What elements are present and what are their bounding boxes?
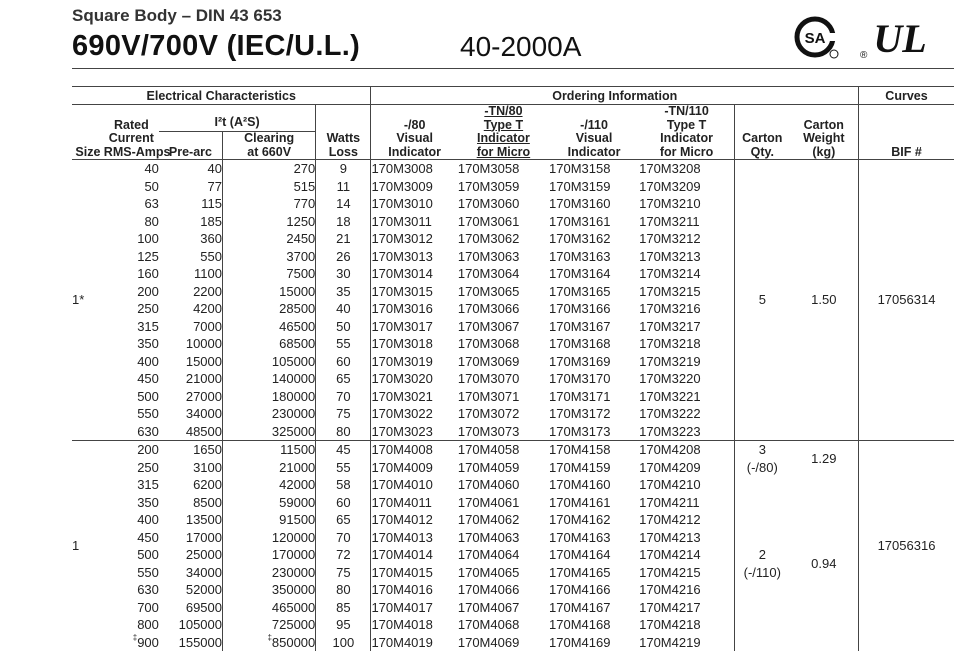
clearing-cell: 21000 <box>223 459 316 477</box>
part-tn110-cell: 170M4211 <box>639 494 700 510</box>
part-110-cell: 170M4165 <box>549 564 611 580</box>
rated-cell: 550 <box>137 406 159 421</box>
watts-cell: 55 <box>316 335 371 353</box>
part-110-cell: 170M3169 <box>549 353 611 369</box>
watts-cell: 35 <box>316 283 371 301</box>
prearc-cell: 48500 <box>185 423 222 439</box>
rated-cell: 450 <box>137 371 159 386</box>
clearing-cell: 230000 <box>223 405 316 423</box>
part-80-cell: 170M4017 <box>371 599 458 617</box>
carton-qty-cell <box>735 441 790 477</box>
watts-cell: 95 <box>316 616 371 634</box>
part-110-cell: 170M4159 <box>549 459 611 475</box>
part-110-cell: 170M4169 <box>549 634 611 650</box>
rated-cell: 80 <box>144 213 159 229</box>
rated-cell: 630 <box>137 423 159 439</box>
watts-cell: 75 <box>316 405 371 423</box>
part-tn110-cell: 170M3210 <box>639 196 701 211</box>
part-80-cell: 170M3011 <box>371 213 458 231</box>
part-110-cell: 170M4167 <box>549 599 611 615</box>
prearc-cell: 185 <box>200 213 222 229</box>
clearing-cell: 515 <box>223 178 316 196</box>
watts-cell: 70 <box>316 529 371 547</box>
part-tn110-cell: 170M4208 <box>639 441 734 459</box>
prearc-cell: 6200 <box>193 477 222 492</box>
part-tn80-cell: 170M3060 <box>457 196 520 211</box>
clearing-cell: 7500 <box>223 265 316 283</box>
part-tn110-cell: 170M4215 <box>639 564 701 580</box>
prearc-cell: 8500 <box>193 494 222 510</box>
size-cell: 1 <box>72 441 104 652</box>
part-110-cell: 170M4162 <box>549 512 611 527</box>
rated-cell: 350 <box>137 336 159 351</box>
col-prearc: Pre-arc <box>159 132 223 160</box>
watts-cell: 58 <box>316 476 371 494</box>
part-tn110-cell: 170M3213 <box>639 248 701 264</box>
part-tn110-cell: 170M3214 <box>639 266 701 281</box>
part-tn80-cell: 170M3069 <box>457 353 520 369</box>
watts-cell: 65 <box>316 370 371 388</box>
rated-cell: 350 <box>137 494 159 510</box>
part-tn80-cell: 170M3067 <box>457 318 520 334</box>
part-tn80-cell: 170M4060 <box>457 477 520 492</box>
clearing-cell: 230000 <box>223 564 316 582</box>
part-tn110-cell: 170M4213 <box>639 529 701 545</box>
part-tn110-cell: 170M4216 <box>639 582 701 597</box>
watts-cell: 65 <box>316 511 371 529</box>
part-110-cell: 170M4163 <box>549 529 611 545</box>
carton-weight-cell: 1.29 <box>790 441 859 477</box>
part-110-cell: 170M3158 <box>549 160 639 178</box>
part-tn80-cell: 170M3071 <box>457 388 520 404</box>
prearc-cell: 52000 <box>185 582 222 597</box>
part-80-cell: 170M3019 <box>371 353 458 371</box>
table-row <box>72 441 954 459</box>
part-80-cell: 170M4011 <box>371 494 458 512</box>
part-110-cell: 170M3161 <box>549 213 611 229</box>
group-electrical: Electrical Characteristics <box>72 87 371 105</box>
prearc-cell: 25000 <box>185 547 222 562</box>
rated-cell: 700 <box>137 599 159 615</box>
col-watts-loss: Watts Loss <box>316 105 371 160</box>
part-tn80-cell: 170M3061 <box>457 213 520 229</box>
prearc-cell: 115 <box>201 196 222 211</box>
part-110-cell: 170M3171 <box>549 388 611 404</box>
carton-qty-value: 2 <box>758 547 766 562</box>
clearing-cell: 46500 <box>223 318 316 336</box>
part-tn80-cell: 170M3064 <box>457 266 520 281</box>
clearing-cell: 270 <box>223 160 316 178</box>
prearc-cell: 155000 <box>178 634 222 650</box>
rated-cell: 250 <box>137 459 159 475</box>
size-1-star-group <box>72 160 954 441</box>
clearing-cell <box>223 634 316 652</box>
part-tn80-cell: 170M4064 <box>457 547 520 562</box>
part-110-cell: 170M4160 <box>549 477 611 492</box>
prearc-cell: 10000 <box>185 336 222 351</box>
part-80-cell: 170M3010 <box>371 195 458 213</box>
part-80-cell: 170M4019 <box>371 634 458 652</box>
size-cell: 1* <box>72 160 104 441</box>
part-tn80-cell: 170M4062 <box>457 512 520 527</box>
col-80-visual: -/80 Visual Indicator <box>371 105 458 160</box>
clearing-cell: 725000 <box>223 616 316 634</box>
clearing-cell: 3700 <box>223 248 316 266</box>
part-tn80-cell: 170M3073 <box>457 423 520 439</box>
part-tn110-cell: 170M4218 <box>639 617 701 632</box>
col-clearing: Clearing at 660V <box>223 132 316 160</box>
part-110-cell: 170M3173 <box>549 423 611 439</box>
prearc-cell: 21000 <box>185 371 222 386</box>
part-tn80-cell: 170M3065 <box>457 283 520 299</box>
registered-mark: ® <box>860 50 868 60</box>
part-110-cell: 170M3165 <box>549 283 611 299</box>
part-80-cell: 170M3015 <box>371 283 458 301</box>
part-80-cell: 170M4008 <box>371 441 458 459</box>
part-tn80-cell: 170M4067 <box>457 599 520 615</box>
part-80-cell: 170M4010 <box>371 476 458 494</box>
bif-cell: 17056316 <box>859 441 955 652</box>
rated-cell: 800 <box>137 617 159 632</box>
part-tn80-cell: 170M3058 <box>458 160 549 178</box>
part-110-cell: 170M3162 <box>549 231 611 246</box>
prearc-cell: 13500 <box>185 512 222 527</box>
rated-value: 900 <box>137 634 159 650</box>
part-tn80-cell: 170M4058 <box>458 441 549 459</box>
ul-logo-text: UL <box>873 16 927 60</box>
watts-cell: 55 <box>316 459 371 477</box>
part-80-cell: 170M3022 <box>371 405 458 423</box>
col-carton-weight: Carton Weight (kg) <box>790 105 859 160</box>
part-tn80-cell: 170M4065 <box>457 564 520 580</box>
part-tn110-cell: 170M3220 <box>639 371 701 386</box>
clearing-cell: 120000 <box>223 529 316 547</box>
rated-cell: 160 <box>137 266 159 281</box>
part-tn110-cell: 170M3217 <box>639 318 701 334</box>
part-110-cell: 170M4164 <box>549 547 611 562</box>
watts-cell: 70 <box>316 388 371 406</box>
part-80-cell: 170M4009 <box>371 459 458 477</box>
col-tn110-micro: -TN/110 Type T Indicator for Micro <box>639 105 734 160</box>
clearing-cell: 68500 <box>223 335 316 353</box>
part-80-cell: 170M3018 <box>371 335 458 353</box>
part-110-cell: 170M3166 <box>549 301 611 316</box>
watts-cell: 50 <box>316 318 371 336</box>
part-tn80-cell: 170M4068 <box>457 617 520 632</box>
voltage-title: 690V/700V (IEC/U.L.) <box>72 30 361 62</box>
group-curves: Curves <box>859 87 955 105</box>
group-header-row <box>72 87 954 105</box>
column-header-row <box>72 105 954 132</box>
part-tn110-cell: 170M4217 <box>639 599 701 615</box>
rated-cell: 100 <box>137 231 159 246</box>
part-tn80-cell: 170M3063 <box>457 248 520 264</box>
part-tn110-cell: 170M3219 <box>639 353 701 369</box>
part-80-cell: 170M4018 <box>371 616 458 634</box>
part-tn110-cell: 170M3223 <box>639 423 701 439</box>
col-110-visual: -/110 Visual Indicator <box>549 105 639 160</box>
part-tn80-cell: 170M4069 <box>457 634 520 650</box>
rated-cell <box>104 634 159 652</box>
rated-cell: 125 <box>137 248 159 264</box>
watts-cell: 45 <box>316 441 371 459</box>
prearc-cell: 105000 <box>178 617 222 632</box>
part-tn110-cell: 170M4219 <box>639 634 701 650</box>
part-tn110-cell: 170M4209 <box>639 459 701 475</box>
watts-cell: 80 <box>316 423 371 441</box>
part-110-cell: 170M3163 <box>549 248 611 264</box>
table-row <box>72 160 954 178</box>
carton-weight-cell: 1.50 <box>790 160 859 441</box>
amperage-range: 40-2000A <box>460 31 582 62</box>
carton-qty-value: 3 <box>758 442 766 457</box>
rated-cell: 40 <box>104 160 159 178</box>
prearc-cell: 2200 <box>193 283 222 299</box>
part-80-cell: 170M3021 <box>371 388 458 406</box>
clearing-cell: 59000 <box>223 494 316 512</box>
footnote-mark: ‡ <box>267 632 272 642</box>
ul-logo-icon <box>856 14 932 60</box>
part-tn110-cell: 170M3212 <box>639 231 701 246</box>
clearing-cell: 1250 <box>223 213 316 231</box>
part-tn80-cell: 170M4059 <box>457 459 520 475</box>
part-80-cell: 170M3014 <box>371 265 458 283</box>
rated-cell: 200 <box>104 441 159 459</box>
part-tn110-cell: 170M4214 <box>639 547 701 562</box>
rated-cell: 500 <box>137 388 159 404</box>
part-110-cell: 170M4158 <box>549 441 639 459</box>
csa-logo-text: SA <box>804 30 826 47</box>
rated-cell: 450 <box>137 529 159 545</box>
fuse-spec-table <box>72 86 954 651</box>
part-tn110-cell: 170M3211 <box>639 213 700 229</box>
part-110-cell: 170M3170 <box>549 371 611 386</box>
part-tn110-cell: 170M3218 <box>639 336 701 351</box>
prearc-cell: 69500 <box>185 599 222 615</box>
clearing-cell: 770 <box>223 195 316 213</box>
part-110-cell: 170M3172 <box>549 406 611 421</box>
part-tn110-cell: 170M3208 <box>639 160 734 178</box>
part-110-cell: 170M3164 <box>549 266 611 281</box>
col-i2t: I²t (A²S) <box>159 105 316 132</box>
prearc-cell: 40 <box>159 160 223 178</box>
watts-cell: 21 <box>316 230 371 248</box>
part-tn110-cell: 170M4210 <box>639 477 701 492</box>
prearc-cell: 77 <box>207 178 222 194</box>
part-110-cell: 170M3167 <box>549 318 611 334</box>
footnote-mark: ‡ <box>132 632 138 642</box>
prearc-cell: 360 <box>200 231 222 246</box>
csa-logo-icon <box>794 14 840 60</box>
part-tn80-cell: 170M3068 <box>457 336 520 351</box>
rated-cell: 250 <box>137 301 159 316</box>
col-carton-qty: Carton Qty. <box>735 105 790 160</box>
part-110-cell: 170M3160 <box>549 196 611 211</box>
watts-cell: 60 <box>316 494 371 512</box>
clearing-cell: 15000 <box>223 283 316 301</box>
watts-cell: 85 <box>316 599 371 617</box>
rated-cell: 50 <box>144 178 159 194</box>
part-tn80-cell: 170M3070 <box>457 371 520 386</box>
rated-cell: 315 <box>137 318 159 334</box>
clearing-cell: 465000 <box>223 599 316 617</box>
clearing-cell: 42000 <box>223 476 316 494</box>
part-110-cell: 170M4166 <box>549 582 611 597</box>
prearc-cell: 27000 <box>185 388 222 404</box>
part-tn110-cell: 170M3222 <box>639 406 701 421</box>
part-80-cell: 170M3017 <box>371 318 458 336</box>
watts-cell: 26 <box>316 248 371 266</box>
prearc-cell: 34000 <box>185 406 222 421</box>
part-tn80-cell: 170M3066 <box>457 301 520 316</box>
col-rated-current: Rated Current RMS-Amps <box>104 105 159 160</box>
part-80-cell: 170M3023 <box>371 423 458 441</box>
bif-cell: 17056314 <box>859 160 955 441</box>
table-row <box>72 476 954 494</box>
part-110-cell: 170M3159 <box>549 178 611 194</box>
watts-cell: 100 <box>316 634 371 652</box>
group-ordering: Ordering Information <box>371 87 859 105</box>
watts-cell: 18 <box>316 213 371 231</box>
size-1-group <box>72 441 954 652</box>
carton-qty-cell <box>735 476 790 651</box>
clearing-cell: 91500 <box>223 511 316 529</box>
part-tn110-cell: 170M3221 <box>639 388 701 404</box>
prearc-cell: 17000 <box>185 529 222 545</box>
part-tn80-cell: 170M4066 <box>457 582 520 597</box>
part-110-cell: 170M4161 <box>549 494 611 510</box>
document-header <box>72 4 932 74</box>
watts-cell: 14 <box>316 195 371 213</box>
watts-cell: 11 <box>316 178 371 196</box>
prearc-cell: 3100 <box>193 459 222 475</box>
col-tn80-micro: -TN/80 Type T Indicator for Micro <box>458 105 549 160</box>
part-80-cell: 170M3020 <box>371 370 458 388</box>
carton-weight-cell: 0.94 <box>811 555 837 571</box>
rated-cell: 400 <box>137 512 159 527</box>
col-size: Size <box>72 105 104 160</box>
part-80-cell: 170M4015 <box>371 564 458 582</box>
part-tn80-cell: 170M3059 <box>457 178 520 194</box>
prearc-cell: 1650 <box>159 441 223 459</box>
part-tn110-cell: 170M3216 <box>639 301 701 316</box>
clearing-cell: 28500 <box>223 300 316 318</box>
prearc-cell: 1100 <box>194 266 222 281</box>
clearing-cell: 350000 <box>223 581 316 599</box>
clearing-cell: 325000 <box>223 423 316 441</box>
watts-cell: 72 <box>316 546 371 564</box>
rated-cell: 550 <box>137 564 159 580</box>
part-tn110-cell: 170M3215 <box>639 283 701 299</box>
carton-qty-note: (-/80) <box>746 459 778 475</box>
part-110-cell: 170M3168 <box>549 336 611 351</box>
rated-cell: 315 <box>137 477 159 492</box>
part-80-cell: 170M4012 <box>371 511 458 529</box>
clearing-cell: 170000 <box>223 546 316 564</box>
part-80-cell: 170M3008 <box>371 160 458 178</box>
watts-cell: 30 <box>316 265 371 283</box>
rated-cell: 630 <box>137 582 159 597</box>
watts-cell: 40 <box>316 300 371 318</box>
header-rule <box>72 68 954 69</box>
part-tn80-cell: 170M3072 <box>457 406 520 421</box>
watts-cell: 9 <box>316 160 371 178</box>
part-tn80-cell: 170M4063 <box>457 529 520 545</box>
part-80-cell: 170M4014 <box>371 546 458 564</box>
part-80-cell: 170M4016 <box>371 581 458 599</box>
clearing-cell: 11500 <box>223 441 316 459</box>
prearc-cell: 4200 <box>193 301 222 316</box>
part-tn110-cell: 170M3209 <box>639 178 701 194</box>
watts-cell: 75 <box>316 564 371 582</box>
carton-qty-note: (-/110) <box>743 564 781 580</box>
part-80-cell: 170M3013 <box>371 248 458 266</box>
carton-qty-cell: 5 <box>735 160 790 441</box>
part-80-cell: 170M3016 <box>371 300 458 318</box>
clearing-value: 850000 <box>271 634 316 650</box>
part-tn80-cell: 170M4061 <box>457 494 520 510</box>
part-80-cell: 170M3009 <box>371 178 458 196</box>
watts-cell: 80 <box>316 581 371 599</box>
part-80-cell: 170M3012 <box>371 230 458 248</box>
watts-cell: 60 <box>316 353 371 371</box>
col-bif: BIF # <box>859 105 955 160</box>
part-tn80-cell: 170M3062 <box>457 231 520 246</box>
prearc-cell: 15000 <box>185 353 222 369</box>
part-tn110-cell: 170M4212 <box>639 512 701 527</box>
rated-cell: 400 <box>137 353 159 369</box>
rated-cell: 63 <box>144 196 159 211</box>
prearc-cell: 550 <box>200 248 222 264</box>
clearing-cell: 180000 <box>223 388 316 406</box>
clearing-cell: 2450 <box>223 230 316 248</box>
product-subtitle: Square Body – DIN 43 653 <box>72 6 282 25</box>
prearc-cell: 7000 <box>193 318 222 334</box>
clearing-cell: 105000 <box>223 353 316 371</box>
clearing-cell: 140000 <box>223 370 316 388</box>
rated-cell: 500 <box>137 547 159 562</box>
prearc-cell: 34000 <box>185 564 222 580</box>
part-110-cell: 170M4168 <box>549 617 611 632</box>
part-80-cell: 170M4013 <box>371 529 458 547</box>
rated-cell: 200 <box>137 283 159 299</box>
